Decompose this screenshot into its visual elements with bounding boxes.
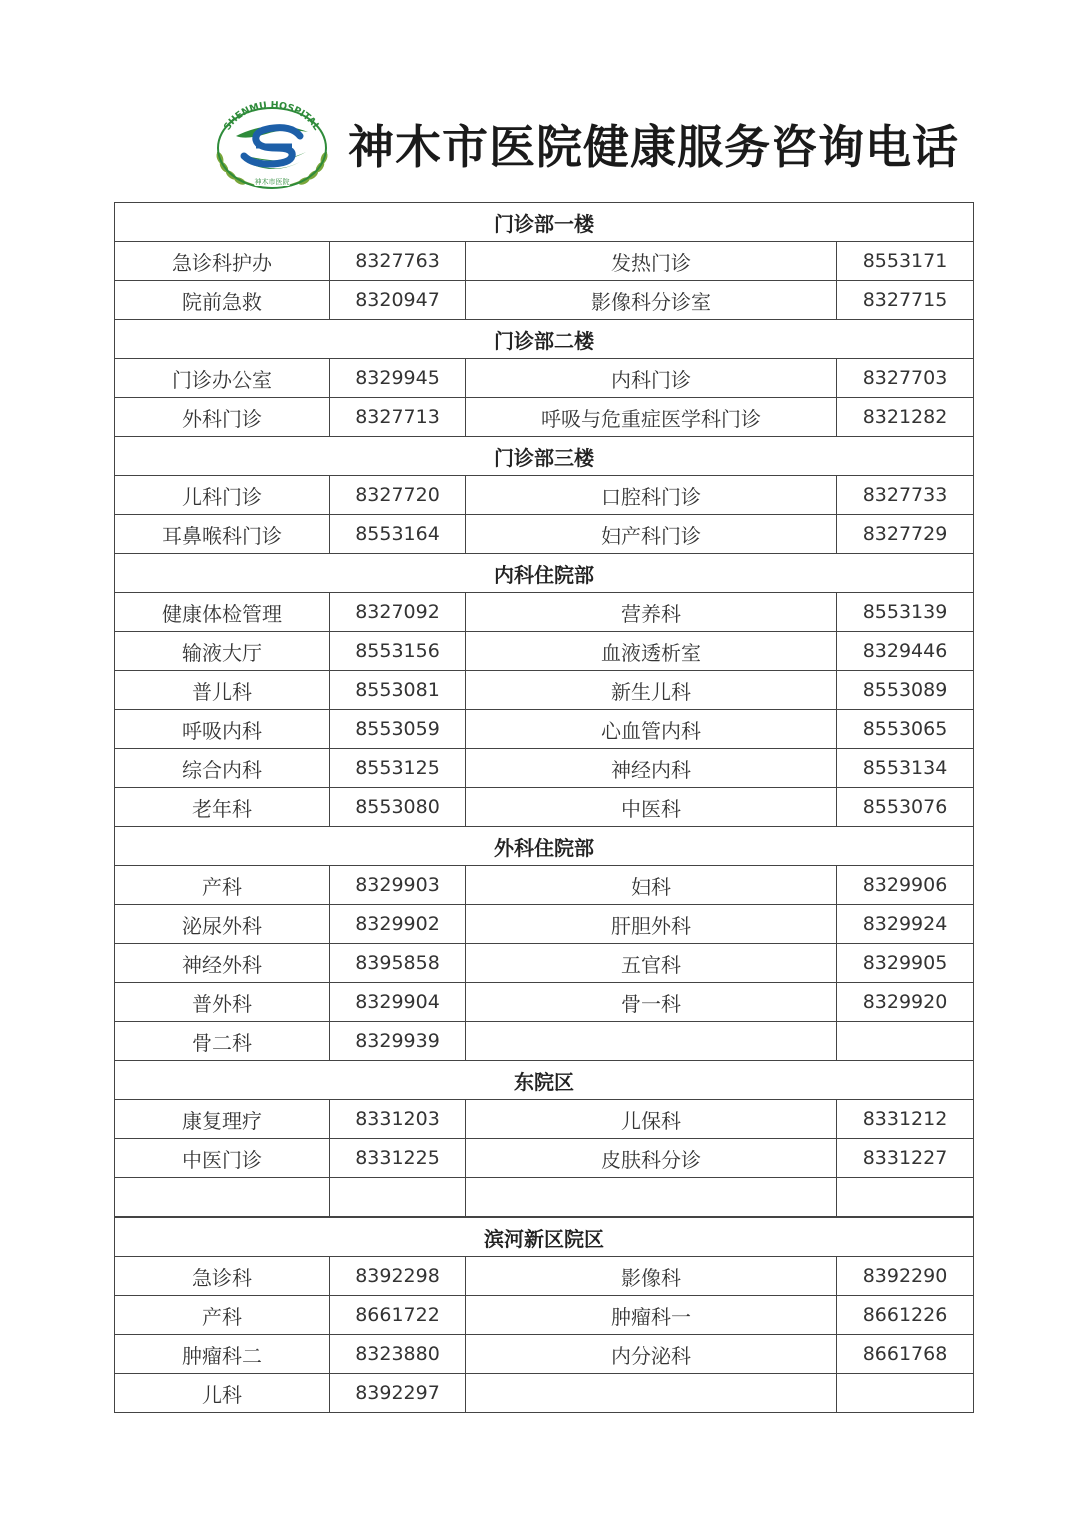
department-name: 耳鼻喉科门诊 [115, 515, 330, 554]
table-row [115, 905, 974, 944]
phone-number [837, 1022, 974, 1061]
department-name: 产科 [115, 1296, 330, 1335]
phone-number: 8320947 [330, 281, 466, 320]
section-title: 内科住院部 [115, 554, 974, 593]
phone-number: 8329939 [330, 1022, 466, 1061]
phone-number: 8395858 [330, 944, 466, 983]
table-row [115, 593, 974, 632]
phone-number: 8327715 [837, 281, 974, 320]
table-row [115, 1100, 974, 1139]
department-name [466, 1374, 837, 1413]
table-row [115, 242, 974, 281]
table-row [115, 749, 974, 788]
phone-number: 8329924 [837, 905, 974, 944]
phone-number: 8392290 [837, 1257, 974, 1296]
department-name: 妇科 [466, 866, 837, 905]
department-name: 中医门诊 [115, 1139, 330, 1178]
department-name: 内科门诊 [466, 359, 837, 398]
department-name: 院前急救 [115, 281, 330, 320]
department-name: 急诊科护办 [115, 242, 330, 281]
table-row [115, 866, 974, 905]
department-name: 儿科门诊 [115, 476, 330, 515]
department-name: 神经内科 [466, 749, 837, 788]
phone-number: 8329904 [330, 983, 466, 1022]
page-title: 神木市医院健康服务咨询电话 [348, 120, 959, 174]
section-header-row [115, 554, 974, 593]
svg-text:神木市医院: 神木市医院 [254, 178, 290, 186]
section-header-row [115, 1218, 974, 1257]
department-name: 新生儿科 [466, 671, 837, 710]
department-name: 营养科 [466, 593, 837, 632]
phone-number: 8392297 [330, 1374, 466, 1413]
department-name: 中医科 [466, 788, 837, 827]
department-name: 儿科 [115, 1374, 330, 1413]
phone-number: 8327729 [837, 515, 974, 554]
phone-number: 8553065 [837, 710, 974, 749]
table-row [115, 710, 974, 749]
department-name: 泌尿外科 [115, 905, 330, 944]
department-name: 普外科 [115, 983, 330, 1022]
empty-row [115, 1178, 974, 1217]
section-title: 门诊部二楼 [115, 320, 974, 359]
phone-number: 8392298 [330, 1257, 466, 1296]
phone-number: 8327092 [330, 593, 466, 632]
section-header-row [115, 203, 974, 242]
department-name: 骨二科 [115, 1022, 330, 1061]
department-name: 肿瘤科二 [115, 1335, 330, 1374]
table-row [115, 788, 974, 827]
phone-number: 8553080 [330, 788, 466, 827]
department-name: 肿瘤科一 [466, 1296, 837, 1335]
phone-directory-table [114, 202, 974, 1217]
phone-number: 8331203 [330, 1100, 466, 1139]
department-name: 妇产科门诊 [466, 515, 837, 554]
phone-number: 8553139 [837, 593, 974, 632]
department-name: 急诊科 [115, 1257, 330, 1296]
phone-number: 8553081 [330, 671, 466, 710]
department-name: 产科 [115, 866, 330, 905]
department-name: 内分泌科 [466, 1335, 837, 1374]
department-name: 口腔科门诊 [466, 476, 837, 515]
table-row [115, 671, 974, 710]
phone-number: 8553059 [330, 710, 466, 749]
phone-number: 8331212 [837, 1100, 974, 1139]
phone-number: 8329905 [837, 944, 974, 983]
phone-number: 8327763 [330, 242, 466, 281]
section-header-row [115, 437, 974, 476]
phone-number: 8327733 [837, 476, 974, 515]
empty-cell [115, 1178, 330, 1217]
section-title: 滨河新区院区 [115, 1218, 974, 1257]
section-header-row [115, 320, 974, 359]
department-name: 肝胆外科 [466, 905, 837, 944]
department-name: 呼吸与危重症医学科门诊 [466, 398, 837, 437]
phone-number: 8553076 [837, 788, 974, 827]
phone-number: 8329902 [330, 905, 466, 944]
phone-number: 8329920 [837, 983, 974, 1022]
section-title: 门诊部一楼 [115, 203, 974, 242]
section-title: 门诊部三楼 [115, 437, 974, 476]
department-name: 血液透析室 [466, 632, 837, 671]
department-name: 皮肤科分诊 [466, 1139, 837, 1178]
phone-number: 8327713 [330, 398, 466, 437]
phone-number: 8329903 [330, 866, 466, 905]
empty-cell [330, 1178, 466, 1217]
table-row [115, 476, 974, 515]
phone-number: 8331225 [330, 1139, 466, 1178]
phone-number: 8329945 [330, 359, 466, 398]
department-name: 康复理疗 [115, 1100, 330, 1139]
department-name: 神经外科 [115, 944, 330, 983]
table-row [115, 1296, 974, 1335]
phone-number: 8321282 [837, 398, 974, 437]
phone-number: 8327720 [330, 476, 466, 515]
phone-number: 8553134 [837, 749, 974, 788]
phone-number [837, 1374, 974, 1413]
empty-cell [837, 1178, 974, 1217]
page-header [196, 96, 959, 192]
phone-number: 8327703 [837, 359, 974, 398]
phone-number: 8661768 [837, 1335, 974, 1374]
phone-number: 8323880 [330, 1335, 466, 1374]
table-row [115, 983, 974, 1022]
table-row [115, 632, 974, 671]
hospital-logo [196, 96, 348, 192]
phone-number: 8661226 [837, 1296, 974, 1335]
svg-text:SHENMU HOSPITAL: SHENMU HOSPITAL [221, 99, 323, 133]
table-row [115, 1335, 974, 1374]
empty-cell [466, 1178, 837, 1217]
section-title: 外科住院部 [115, 827, 974, 866]
table-row [115, 359, 974, 398]
department-name: 心血管内科 [466, 710, 837, 749]
department-name: 影像科分诊室 [466, 281, 837, 320]
phone-number: 8661722 [330, 1296, 466, 1335]
table-row [115, 1022, 974, 1061]
section-title: 东院区 [115, 1061, 974, 1100]
department-name: 呼吸内科 [115, 710, 330, 749]
table-row [115, 944, 974, 983]
department-name: 综合内科 [115, 749, 330, 788]
department-name: 门诊办公室 [115, 359, 330, 398]
department-name: 健康体检管理 [115, 593, 330, 632]
phone-number: 8553089 [837, 671, 974, 710]
department-name [466, 1022, 837, 1061]
department-name: 输液大厅 [115, 632, 330, 671]
department-name: 普儿科 [115, 671, 330, 710]
table-row [115, 1374, 974, 1413]
department-name: 影像科 [466, 1257, 837, 1296]
phone-number: 8331227 [837, 1139, 974, 1178]
table-row [115, 281, 974, 320]
table-row [115, 515, 974, 554]
table-row [115, 1139, 974, 1178]
phone-number: 8329906 [837, 866, 974, 905]
department-name: 发热门诊 [466, 242, 837, 281]
section-header-row [115, 827, 974, 866]
table-row [115, 1257, 974, 1296]
department-name: 外科门诊 [115, 398, 330, 437]
binhe-phone-table [114, 1217, 974, 1413]
department-name: 儿保科 [466, 1100, 837, 1139]
table-row [115, 398, 974, 437]
department-name: 五官科 [466, 944, 837, 983]
section-header-row [115, 1061, 974, 1100]
phone-number: 8553125 [330, 749, 466, 788]
phone-number: 8553171 [837, 242, 974, 281]
phone-number: 8553156 [330, 632, 466, 671]
phone-number: 8329446 [837, 632, 974, 671]
phone-number: 8553164 [330, 515, 466, 554]
department-name: 骨一科 [466, 983, 837, 1022]
department-name: 老年科 [115, 788, 330, 827]
